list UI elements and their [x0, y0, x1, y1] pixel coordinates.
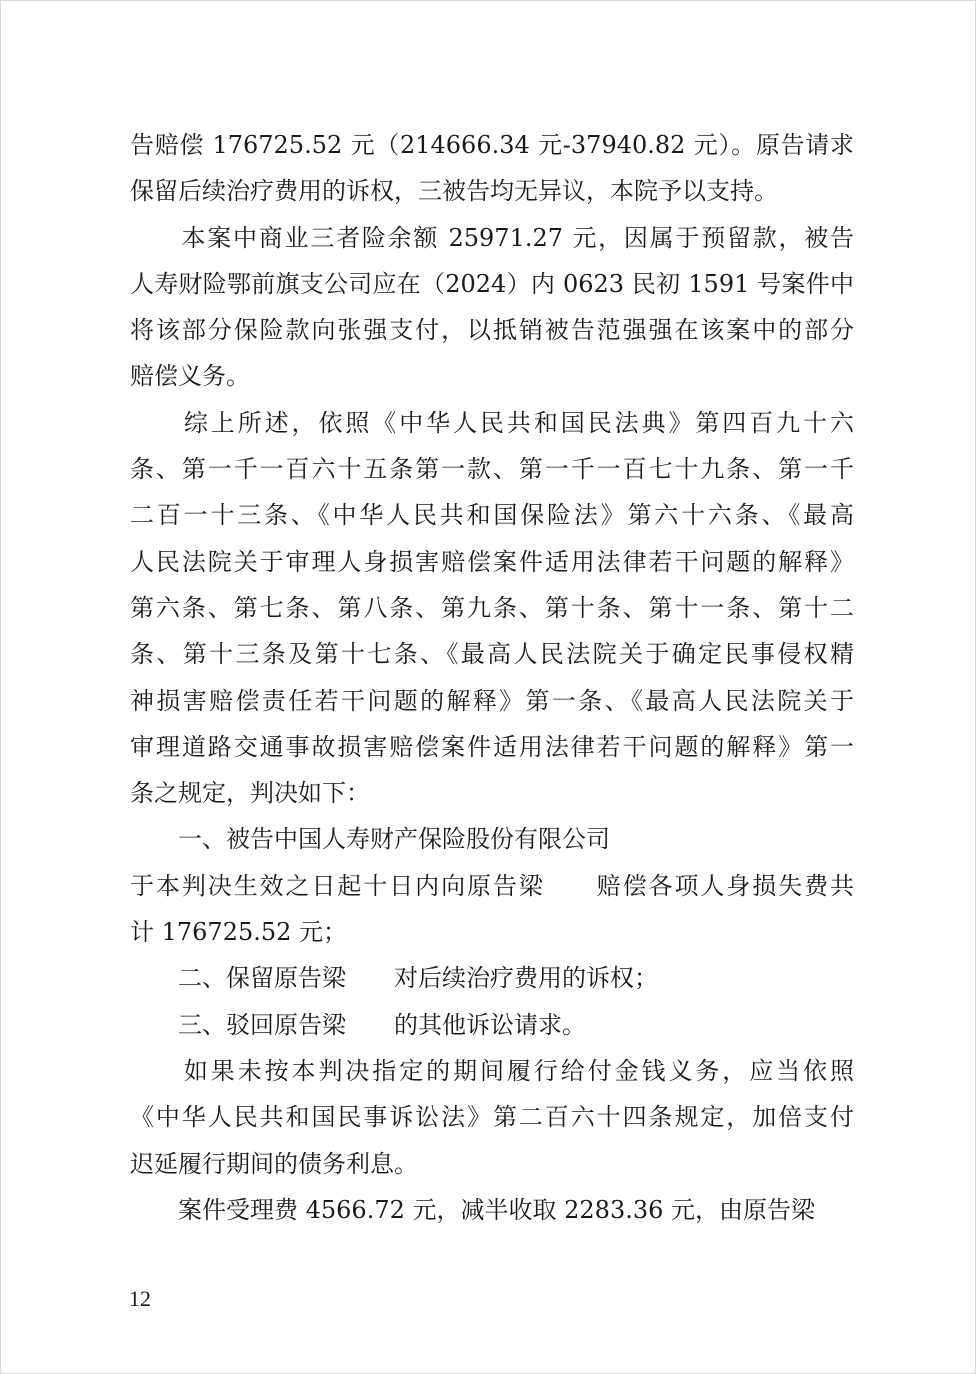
text-line: 二百一十三条、《中华人民共和国保险法》第六十六条、《最高: [130, 501, 854, 530]
text-line: 如果未按本判决指定的期间履行给付金钱义务，应当依照: [130, 1056, 854, 1085]
text-line: 人寿财险鄂前旗支公司应在（2024）内 0623 民初 1591 号案件中: [130, 269, 854, 298]
text-line: 《中华人民共和国民事诉讼法》第二百六十四条规定，加倍支付: [130, 1103, 854, 1132]
text-line: 于本判决生效之日起十日内向原告梁 赔偿各项人身损失费共: [130, 871, 854, 900]
text-line: 审理道路交通事故损害赔偿案件适用法律若干问题的解释》第一: [130, 732, 854, 761]
text-line: 人民法院关于审理人身损害赔偿案件适用法律若干问题的解释》: [130, 547, 854, 576]
page-number: 12: [129, 1286, 151, 1311]
text-line: 计 176725.52 元；: [130, 918, 348, 947]
text-line: 案件受理费 4566.72 元，减半收取 2283.36 元，由原告梁: [130, 1195, 816, 1224]
text-line: 将该部分保险款向张强支付，以抵销被告范强强在该案中的部分: [130, 316, 854, 345]
document-body: [130, 122, 854, 1233]
text-line: 条、第十三条及第十七条、《最高人民法院关于确定民事侵权精: [130, 640, 854, 669]
text-line: 二、保留原告梁 对后续治疗费用的诉权；: [130, 964, 658, 993]
text-line: 三、驳回原告梁 的其他诉讼请求。: [130, 1010, 586, 1039]
text-line: 告赔偿 176725.52 元（214666.34 元-37940.82 元）。原告请求: [130, 131, 854, 159]
text-line: 赔偿义务。: [130, 362, 250, 391]
text-line: 本案中商业三者险余额 25971.27 元，因属于预留款，被告: [130, 223, 854, 252]
text-line: 神损害赔偿责任若干问题的解释》第一条、《最高人民法院关于: [130, 686, 854, 715]
text-line: 条、第一千一百六十五条第一款、第一千一百七十九条、第一千: [130, 455, 854, 484]
text-line: 条之规定，判决如下：: [130, 779, 370, 808]
text-line: 一、被告中国人寿财产保险股份有限公司: [130, 825, 610, 854]
text-line: 综上所述，依照《中华人民共和国民法典》第四百九十六: [130, 408, 854, 437]
text-line: 第六条、第七条、第八条、第九条、第十条、第十一条、第十二: [130, 593, 854, 622]
text-line: 迟延履行期间的债务利息。: [130, 1149, 418, 1178]
text-line: 保留后续治疗费用的诉权，三被告均无异议，本院予以支持。: [130, 177, 778, 206]
